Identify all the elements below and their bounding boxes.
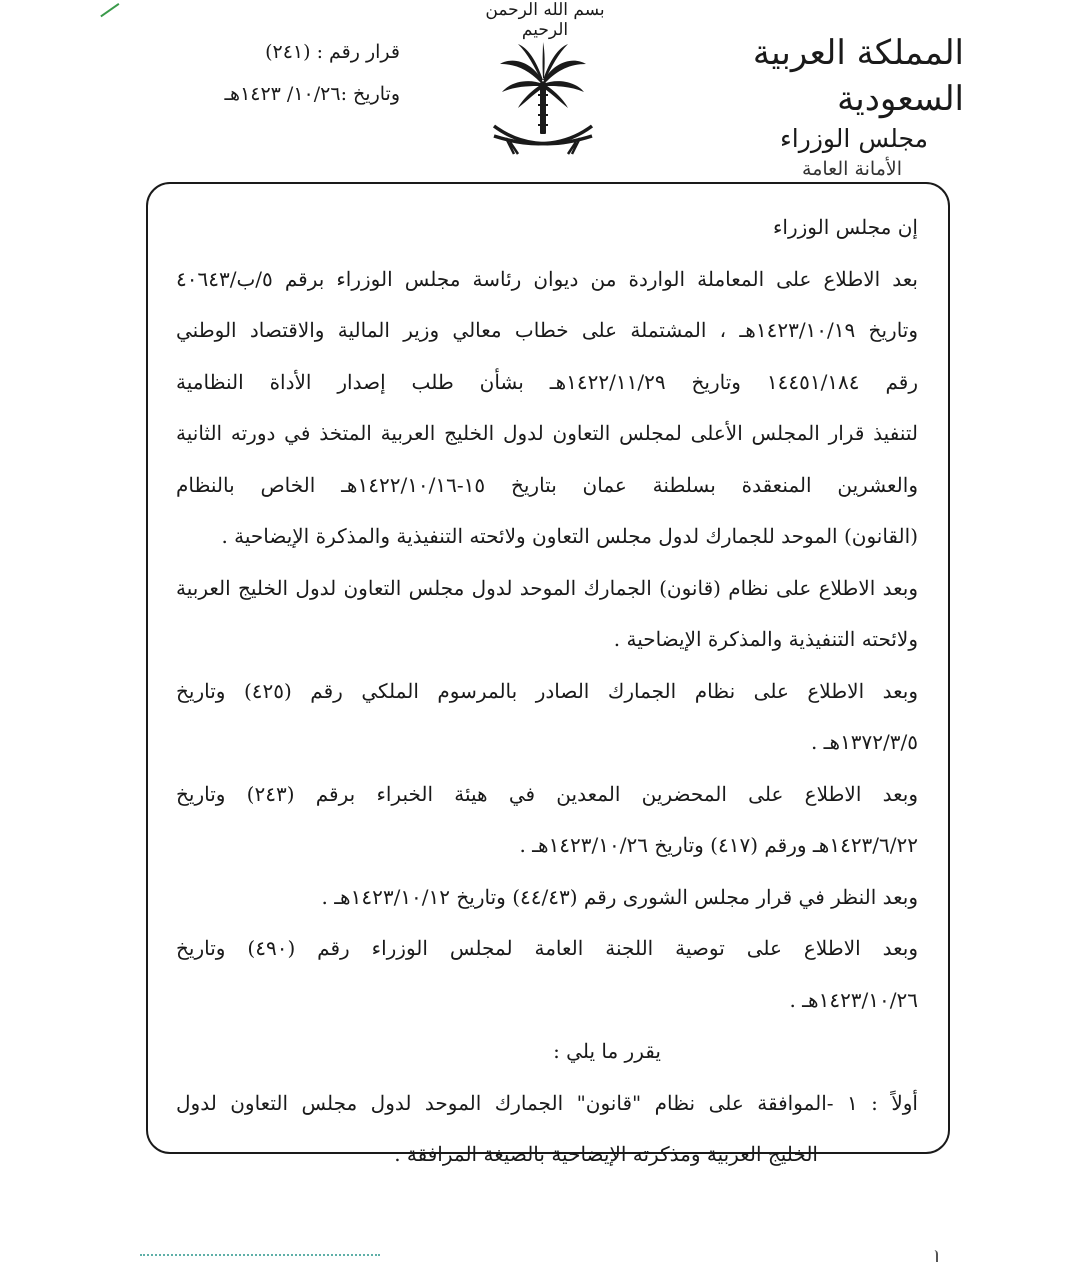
body-line: وبعد الاطلاع على المحضرين المعدين في هيئة الخبراء برقم (٢٤٣) وتاريخ bbox=[176, 781, 918, 806]
decides-heading: يقرر ما يلي : bbox=[553, 1039, 661, 1063]
kingdom-title: المملكة العربية السعودية bbox=[752, 33, 964, 119]
body-line: ولائحته التنفيذية والمذكرة الإيضاحية . bbox=[613, 627, 918, 651]
article-one-continued: الخليج العربية ومذكرته الإيضاحية بالصيغة المرافقة . bbox=[394, 1142, 818, 1166]
body-line: وبعد الاطلاع على توصية اللجنة العامة لمجلس الوزراء رقم (٤٩٠) وتاريخ bbox=[176, 936, 918, 960]
body-line: وبعد الاطلاع على نظام الجمارك الصادر بالمرسوم الملكي رقم (٤٢٥) وتاريخ bbox=[176, 678, 918, 703]
body-line-preamble: إن مجلس الوزراء bbox=[773, 215, 918, 239]
body-line: رقم ١٤٤٥١/١٨٤ وتاريخ ١٤٢٢/١١/٢٩هـ بشأن طلب إصدار الأداة النظامية bbox=[176, 369, 918, 394]
secretariat-title: الأمانة العامة bbox=[802, 158, 902, 180]
body-line: وبعد النظر في قرار مجلس الشورى رقم (٤٤/٤٣) وتاريخ ١٤٢٣/١٠/١٢هـ . bbox=[321, 884, 918, 909]
body-line: لتنفيذ قرار المجلس الأعلى لمجلس التعاون لدول الخليج العربية المتخذ في دورته الثانية bbox=[176, 421, 918, 445]
body-line: ١٤٢٣/٦/٢٢هـ ورقم (٤١٧) وتاريخ ١٤٢٣/١٠/٢٦هـ . bbox=[519, 833, 918, 857]
decision-number: قرار رقم : (٢٤١) bbox=[265, 41, 400, 63]
corner-mark bbox=[95, 0, 120, 17]
body-line: ١٣٧٢/٣/٥هـ . bbox=[810, 730, 918, 754]
body-line: والعشرين المنعقدة بسلطنة عمان بتاريخ ١٥-١٤٢٢/١٠/١٦هـ الخاص بالنظام bbox=[176, 472, 918, 497]
decision-date: وتاريخ :١٠/٢٦/ ١٤٢٣هـ bbox=[224, 83, 400, 105]
council-title: مجلس الوزراء bbox=[780, 124, 928, 153]
footer-mark bbox=[932, 1250, 938, 1262]
basmala: بسم الله الرحمن الرحيم bbox=[485, 0, 605, 40]
body-line: ١٤٢٣/١٠/٢٦هـ . bbox=[789, 987, 918, 1012]
body-line: بعد الاطلاع على المعاملة الواردة من ديوان رئاسة مجلس الوزراء برقم ٥/ب/٤٠٦٤٣ bbox=[176, 266, 918, 291]
body-line: (القانون) الموحد للجمارك لدول مجلس التعاون ولائحته التنفيذية والمذكرة الإيضاحية . bbox=[221, 524, 918, 548]
saudi-emblem-palm-swords-icon bbox=[488, 42, 598, 160]
body-line: وتاريخ ١٤٢٣/١٠/١٩هـ ، المشتملة على خطاب معالي وزير المالية والاقتصاد الوطني bbox=[176, 318, 918, 342]
decision-frame bbox=[146, 182, 950, 1166]
body-line: وبعد الاطلاع على نظام (قانون) الجمارك الموحد لدول مجلس التعاون لدول الخليج العربية bbox=[176, 575, 918, 600]
footer-dotted-line bbox=[140, 1254, 380, 1260]
letterhead bbox=[696, 30, 964, 182]
article-one: أولاً : ١ -الموافقة على نظام "قانون" الجمارك الموحد لدول مجلس التعاون لدول bbox=[176, 1090, 918, 1115]
decision-info bbox=[160, 38, 400, 108]
decision-body bbox=[176, 202, 918, 1181]
